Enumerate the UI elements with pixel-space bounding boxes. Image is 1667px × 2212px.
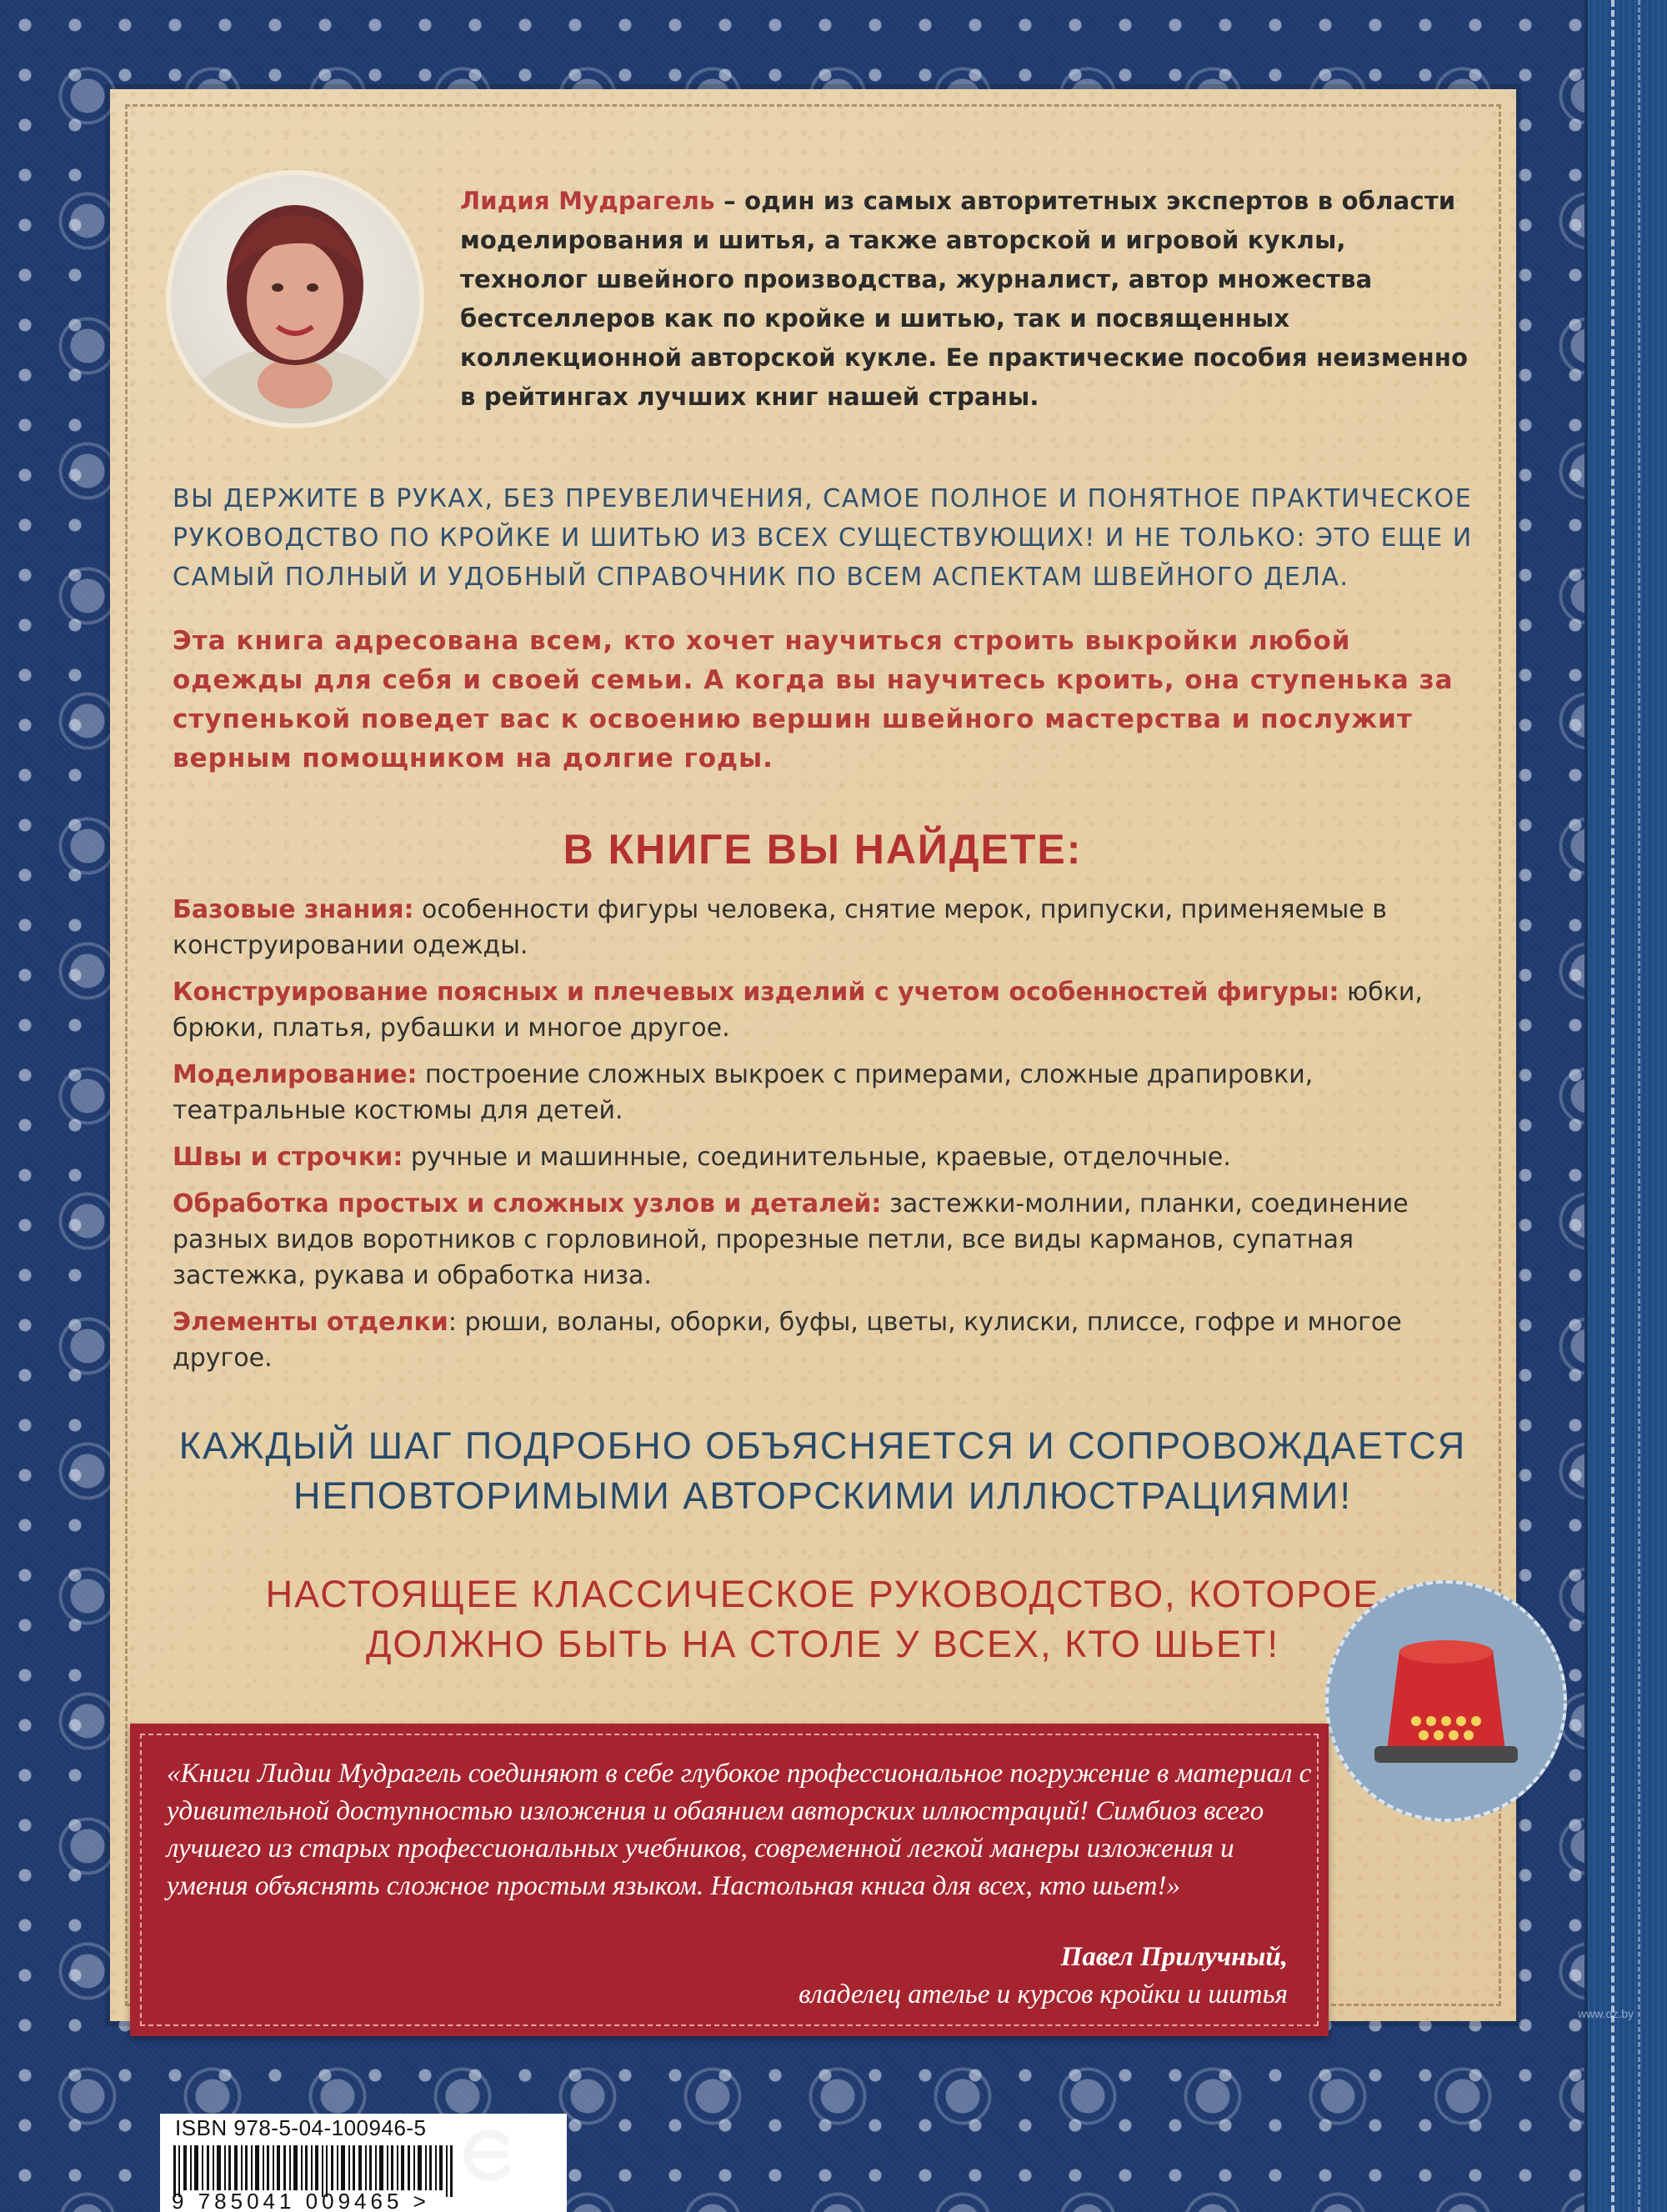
list-item-heading: Элементы отделки [173, 1308, 448, 1337]
quote-author-title: владелец ателье и курсов кройки и шитья [798, 1979, 1288, 2009]
list-item [173, 1186, 1473, 1294]
list-item-heading: Базовые знания: [173, 895, 414, 924]
list-item [173, 1139, 1473, 1175]
list-item-heading: Моделирование: [173, 1060, 418, 1089]
publisher-logo-icon [457, 2117, 517, 2192]
tagline-red-line: НАСТОЯЩЕЕ КЛАССИЧЕСКОЕ РУКОВОДСТВО, КОТОРОЕ [265, 1573, 1380, 1615]
quote-attribution [798, 1939, 1288, 2014]
book-spine-edge [1584, 0, 1667, 2212]
find-list [173, 892, 1473, 1387]
intro-red-text: Эта книга адресована всем, кто хочет научиться строить выкройки любой одежды для себя и своей семьи. А когда вы научитесь кроить, она ступенька за ступенькой поведет вас к освоению вершин швейного мастерства и послужит верным помощником на долгие годы. [173, 626, 1454, 773]
list-item-heading: Швы и строчки: [173, 1143, 403, 1172]
list-item-heading: Обработка простых и сложных узлов и деталей: [173, 1189, 882, 1219]
list-item-text: построение сложных выкроек с примерами, сложные драпировки, театральные костюмы для детей. [173, 1060, 1314, 1125]
thimble-icon [1329, 1584, 1564, 1819]
list-item [173, 1057, 1473, 1129]
list-item-text: : рюши, воланы, оборки, буфы, цветы, кулиски, плиссе, гофре и многое другое. [173, 1308, 1402, 1373]
tagline-red-line: ДОЛЖНО БЫТЬ НА СТОЛЕ У ВСЕХ, КТО ШЬЕТ! [365, 1623, 1280, 1665]
tagline-blue [173, 1421, 1473, 1521]
list-item-heading: Конструирование поясных и плечевых изделий с учетом особенностей фигуры: [173, 978, 1339, 1007]
list-item [173, 892, 1473, 963]
quote-author-name: Павел Прилучный, [1060, 1942, 1288, 1972]
list-item-text: ручные и машинные, соединительные, краевые, отделочные. [403, 1143, 1231, 1172]
intro-blue-text: ВЫ ДЕРЖИТЕ В РУКАХ, БЕЗ ПРЕУВЕЛИЧЕНИЯ, САМОЕ ПОЛНОЕ И ПОНЯТНОЕ ПРАКТИЧЕСКОЕ РУКОВОДСТВО ПО КРОЙКЕ И ШИТЬЮ ИЗ ВСЕХ СУЩЕСТВУЮЩИХ! И НЕ ТОЛЬКО: ЭТО ЕЩЕ И САМЫЙ ПОЛНЫЙ И УДОБНЫЙ СПРАВОЧНИК ПО ВСЕМ АСПЕКТАМ ШВЕЙНОГО ДЕЛА. [173, 484, 1473, 592]
tagline-blue-line: КАЖДЫЙ ШАГ ПОДРОБНО ОБЪЯСНЯЕТСЯ И СОПРОВОЖДАЕТСЯ [178, 1424, 1467, 1467]
author-photo [166, 170, 424, 428]
isbn-digits: 9 785041 009465 > [172, 2189, 430, 2212]
author-name: Лидия Мудрагель [460, 187, 715, 215]
list-item [173, 1304, 1473, 1376]
spine-stitch [1611, 0, 1614, 2212]
spine-stitch [1638, 0, 1640, 2212]
thimble-badge [1325, 1580, 1567, 1822]
author-bio [460, 182, 1469, 417]
list-item-text: застежки-молнии, планки, соединение разных видов воротников с горловиной, прорезные петли, все виды карманов, супатная застежка, рукава и обработка низа. [173, 1189, 1409, 1290]
quote-text: «Книги Лидии Мудрагель соединяют в себе глубокое профессиональное погружение в материал с удивительной доступностью изложения и обаянием авторских иллюстраций! Симбиоз всего лучшего из старых профессиональных учебников, современной легкой манеры изложения и умения объяснять сложное простым языком. Настольная книга для всех, кто шьет!» [167, 1759, 1312, 1901]
tagline-red [173, 1569, 1473, 1669]
find-section-title: В КНИГЕ ВЫ НАЙДЕТЕ: [563, 826, 1083, 873]
list-item [173, 974, 1473, 1046]
tagline-blue-line: НЕПОВТОРИМЫМИ АВТОРСКИМИ ИЛЛЮСТРАЦИЯМИ! [293, 1474, 1353, 1517]
site-watermark: www.oz.by [1578, 2007, 1634, 2020]
author-bio-text: – один из самых авторитетных экспертов в области моделирования и шитья, а также авторской и игровой куклы, технолог швейного производства, журналист, автор множества бестселлеров как по кройке и шитью, так и посвященных коллекционной авторской кукле. Ее практические пособия неизменно в рейтингах лучших книг нашей страны. [460, 187, 1469, 411]
author-portrait-icon [171, 175, 419, 423]
list-item-text: особенности фигуры человека, снятие мерок, припуски, применяемые в конструировании одежды. [173, 895, 1387, 960]
list-item-text: юбки, брюки, платья, рубашки и многое другое. [173, 978, 1423, 1043]
isbn-label: ISBN 978-5-04-100946-5 [175, 2115, 427, 2140]
